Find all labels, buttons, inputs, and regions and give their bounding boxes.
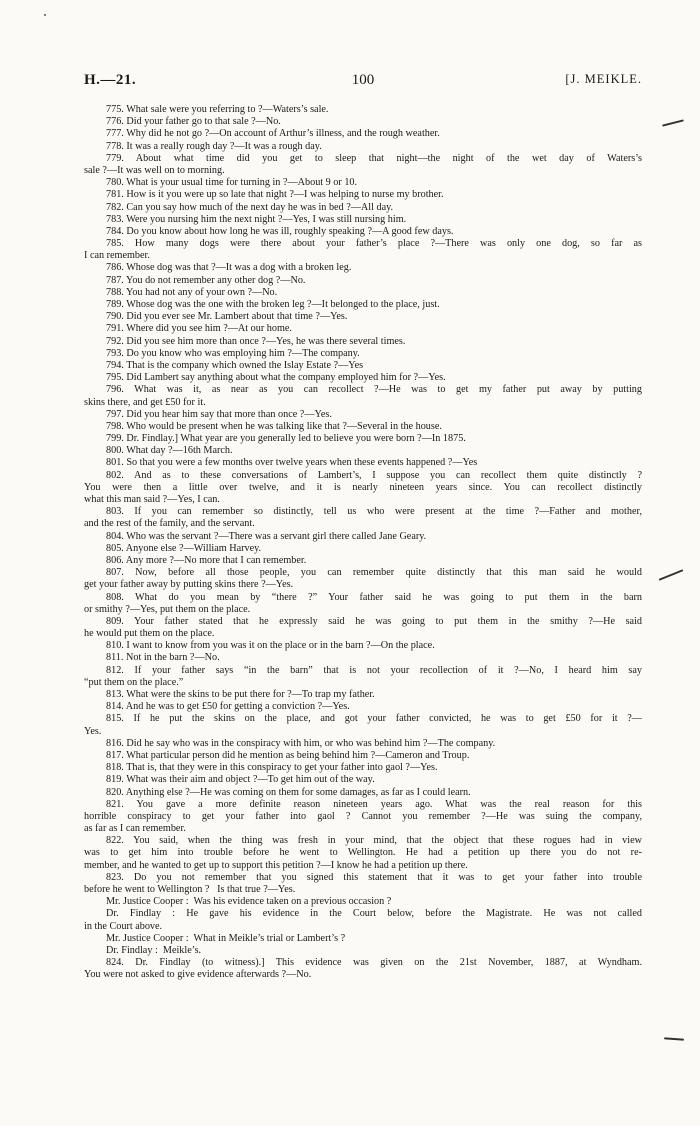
transcript-line: he would put them on the place. xyxy=(84,628,215,640)
transcript-line: 809. Your father stated that he expressly said he was going to put them in the smithy ?—He said xyxy=(106,615,642,627)
transcript-line: 801. So that you were a few months over twelve years when these events happened ?—Yes xyxy=(106,457,478,469)
transcript-line: You were not asked to give evidence afterwards ?—No. xyxy=(84,969,312,981)
transcript-line: 819. What was their aim and object ?—To get him out of the way. xyxy=(106,774,375,786)
transcript-line: 780. What is your usual time for turning in ?—About 9 or 10. xyxy=(106,177,358,189)
margin-mark xyxy=(659,569,684,581)
transcript-line: 811. Not in the barn ?—No. xyxy=(106,652,220,664)
transcript-line: 797. Did you hear him say that more than once ?—Yes. xyxy=(106,408,332,420)
transcript-line: 778. It was a really rough day ?—It was a rough day. xyxy=(106,140,322,152)
transcript-line: Mr. Justice Cooper : What in Meikle’s trial or Lambert’s ? xyxy=(106,932,346,944)
transcript-line: 812. If your father says “in the barn” that is not your recollection of it ?—No, I heard him say xyxy=(106,664,642,676)
transcript-line: 782. Can you say how much of the next day he was in bed ?—All day. xyxy=(106,201,394,213)
transcript-line: 823. Do you not remember that you signed this statement that it was to get your father into trouble xyxy=(106,871,642,883)
transcript-line: as far as I can remember. xyxy=(84,823,186,835)
transcript-line: 789. Whose dog was the one with the broken leg ?—It belonged to the place, just. xyxy=(106,299,440,310)
margin-mark xyxy=(664,1037,684,1040)
margin-mark xyxy=(662,119,684,126)
document-code: H.—21. xyxy=(84,72,137,88)
transcript-line: You were then a little over twelve, and it is nearly nineteen years since. You can recollect distinctly xyxy=(84,481,642,493)
transcript-line: member, and he wanted to get up to support this petition ?—I know he had a petition up there. xyxy=(84,859,468,871)
transcript-line: or smithy ?—Yes, put them on the place. xyxy=(84,603,251,615)
transcript-line: 820. Anything else ?—He was coming on them for some damages, as far as I could learn. xyxy=(106,786,471,798)
transcript-line: before he went to Wellington ? Is that true ?—Yes. xyxy=(84,884,296,895)
transcript-line: 800. What day ?—16th March. xyxy=(106,445,233,457)
transcript-line: 821. You gave a more definite reason nineteen years ago. What was the real reason for this xyxy=(106,798,642,810)
transcript-line: 792. Did you see him more than once ?—Yes, he was there several times. xyxy=(106,335,406,347)
transcript-line: 822. You said, when the thing was fresh in your mind, that the object that these rogues had in view xyxy=(106,835,642,847)
page-header xyxy=(84,72,642,92)
transcript-line: in the Court above. xyxy=(84,920,163,932)
transcript-line: 807. Now, before all those people, you can remember quite distinctly that this man said he would xyxy=(106,567,642,579)
transcript-line: 795. Did Lambert say anything about what the company employed him for ?—Yes. xyxy=(106,372,446,384)
transcript-line: Mr. Justice Cooper : Was his evidence taken on a previous occasion ? xyxy=(106,896,392,908)
transcript-line: 794. That is the company which owned the Islay Estate ?—Yes xyxy=(106,359,364,371)
transcript-line: 802. And as to these conversations of Lambert’s, I suppose you can recollect them quite distinctly ? xyxy=(106,469,642,481)
transcript-line: 784. Do you know about how long he was ill, roughly speaking ?—A good few days. xyxy=(106,225,454,237)
transcript-line: 805. Anyone else ?—William Harvey. xyxy=(106,542,262,554)
transcript-line: 817. What particular person did he mention as being behind him ?—Cameron and Troup. xyxy=(106,749,470,761)
transcript-line: 806. Any more ?—No more that I can remember. xyxy=(106,554,307,566)
transcript-line: 787. You do not remember any other dog ?—No. xyxy=(106,274,306,286)
transcript-line: 815. If he put the skins on the place, and got your father convicted, he was to get £50 for it ?— xyxy=(106,713,642,725)
transcript-line: 814. And he was to get £50 for getting a conviction ?—Yes. xyxy=(106,701,350,713)
transcript-line: 816. Did he say who was in the conspiracy with him, or who was behind him ?—The company. xyxy=(106,737,496,749)
transcript-line: 793. Do you know who was employing him ?—The company. xyxy=(106,347,360,359)
transcript-line: 775. What sale were you referring to ?—Waters’s sale. xyxy=(106,104,329,115)
transcript-line: horrible conspiracy to get your father into gaol ? Cannot you remember ?—He was suing the company, xyxy=(84,810,642,822)
transcript-line: 799. Dr. Findlay.] What year are you generally led to believe you were born ?—In 1875. xyxy=(106,433,466,445)
transcript-line: 777. Why did he not go ?—On account of Arthur’s illness, and the rough weather. xyxy=(106,128,440,140)
transcript-line: Yes. xyxy=(84,725,102,737)
transcript-line: 790. Did you ever see Mr. Lambert about that time ?—Yes. xyxy=(106,311,348,323)
transcript-line: 781. How is it you were up so late that night ?—I was helping to nurse my brother. xyxy=(106,189,444,201)
transcript-line: and the rest of the family, and the servant. xyxy=(84,518,255,530)
transcript-line: 808. What do you mean by “there ?” Your father said he was going to put them in the barn xyxy=(106,591,642,603)
transcript-line: 783. Were you nursing him the next night ?—Yes, I was still nursing him. xyxy=(106,213,407,225)
transcript-line: 810. I want to know from you was it on the place or in the barn ?—On the place. xyxy=(106,640,435,652)
transcript-line: 786. Whose dog was that ?—It was a dog with a broken leg. xyxy=(106,262,352,274)
transcript-line: 818. That is, that they were in this conspiracy to get your father into gaol ?—Yes. xyxy=(106,762,438,774)
transcript-line: I can remember. xyxy=(84,250,150,262)
transcript-line: 776. Did your father go to that sale ?—No. xyxy=(106,116,281,128)
transcript-line: 813. What were the skins to be put there for ?—To trap my father. xyxy=(106,689,375,700)
transcript-line: Dr. Findlay : He gave his evidence in the Court below, before the Magistrate. He was not called xyxy=(106,908,642,920)
transcript-line: sale ?—It was well on to morning. xyxy=(84,164,225,176)
witness-name: [J. MEIKLE. xyxy=(565,72,642,86)
transcript-line: skins there, and get £50 for it. xyxy=(84,396,206,408)
transcript-line: what this man said ?—Yes, I can. xyxy=(84,494,220,505)
transcript-line: 824. Dr. Findlay (to witness).] This evidence was given on the 21st November, 1887, at Wyndham. xyxy=(106,957,642,969)
page-number: 100 xyxy=(351,72,375,88)
transcript-line: 779. About what time did you get to sleep that night—the night of the wet day of Waters’s xyxy=(106,152,642,164)
transcript-line: 791. Where did you see him ?—At our home. xyxy=(106,323,292,335)
transcript-line: 803. If you can remember so distinctly, tell us who were present at the time ?—Father and mother, xyxy=(106,506,642,518)
transcript-line: 788. You had not any of your own ?—No. xyxy=(106,286,278,298)
transcript-line: was to get him into trouble before he went to Wellington. He had a petition up there you do not re- xyxy=(84,847,642,859)
transcript-body xyxy=(84,104,642,982)
page-speck xyxy=(44,14,46,16)
transcript-line: 785. How many dogs were there about your father’s place ?—There was only one dog, so far as xyxy=(106,238,642,250)
transcript-line: 804. Who was the servant ?—There was a servant girl there called Jane Geary. xyxy=(106,530,427,542)
transcript-line: get your father away by putting skins there ?—Yes. xyxy=(84,579,294,591)
transcript-line: “put them on the place.” xyxy=(84,676,184,688)
transcript-line: 798. Who would be present when he was talking like that ?—Several in the house. xyxy=(106,420,442,432)
transcript-line: 796. What was it, as near as you can recollect ?—He was to get my father put away by putting xyxy=(106,384,642,396)
transcript-line: Dr. Findlay : Meikle’s. xyxy=(106,944,202,956)
